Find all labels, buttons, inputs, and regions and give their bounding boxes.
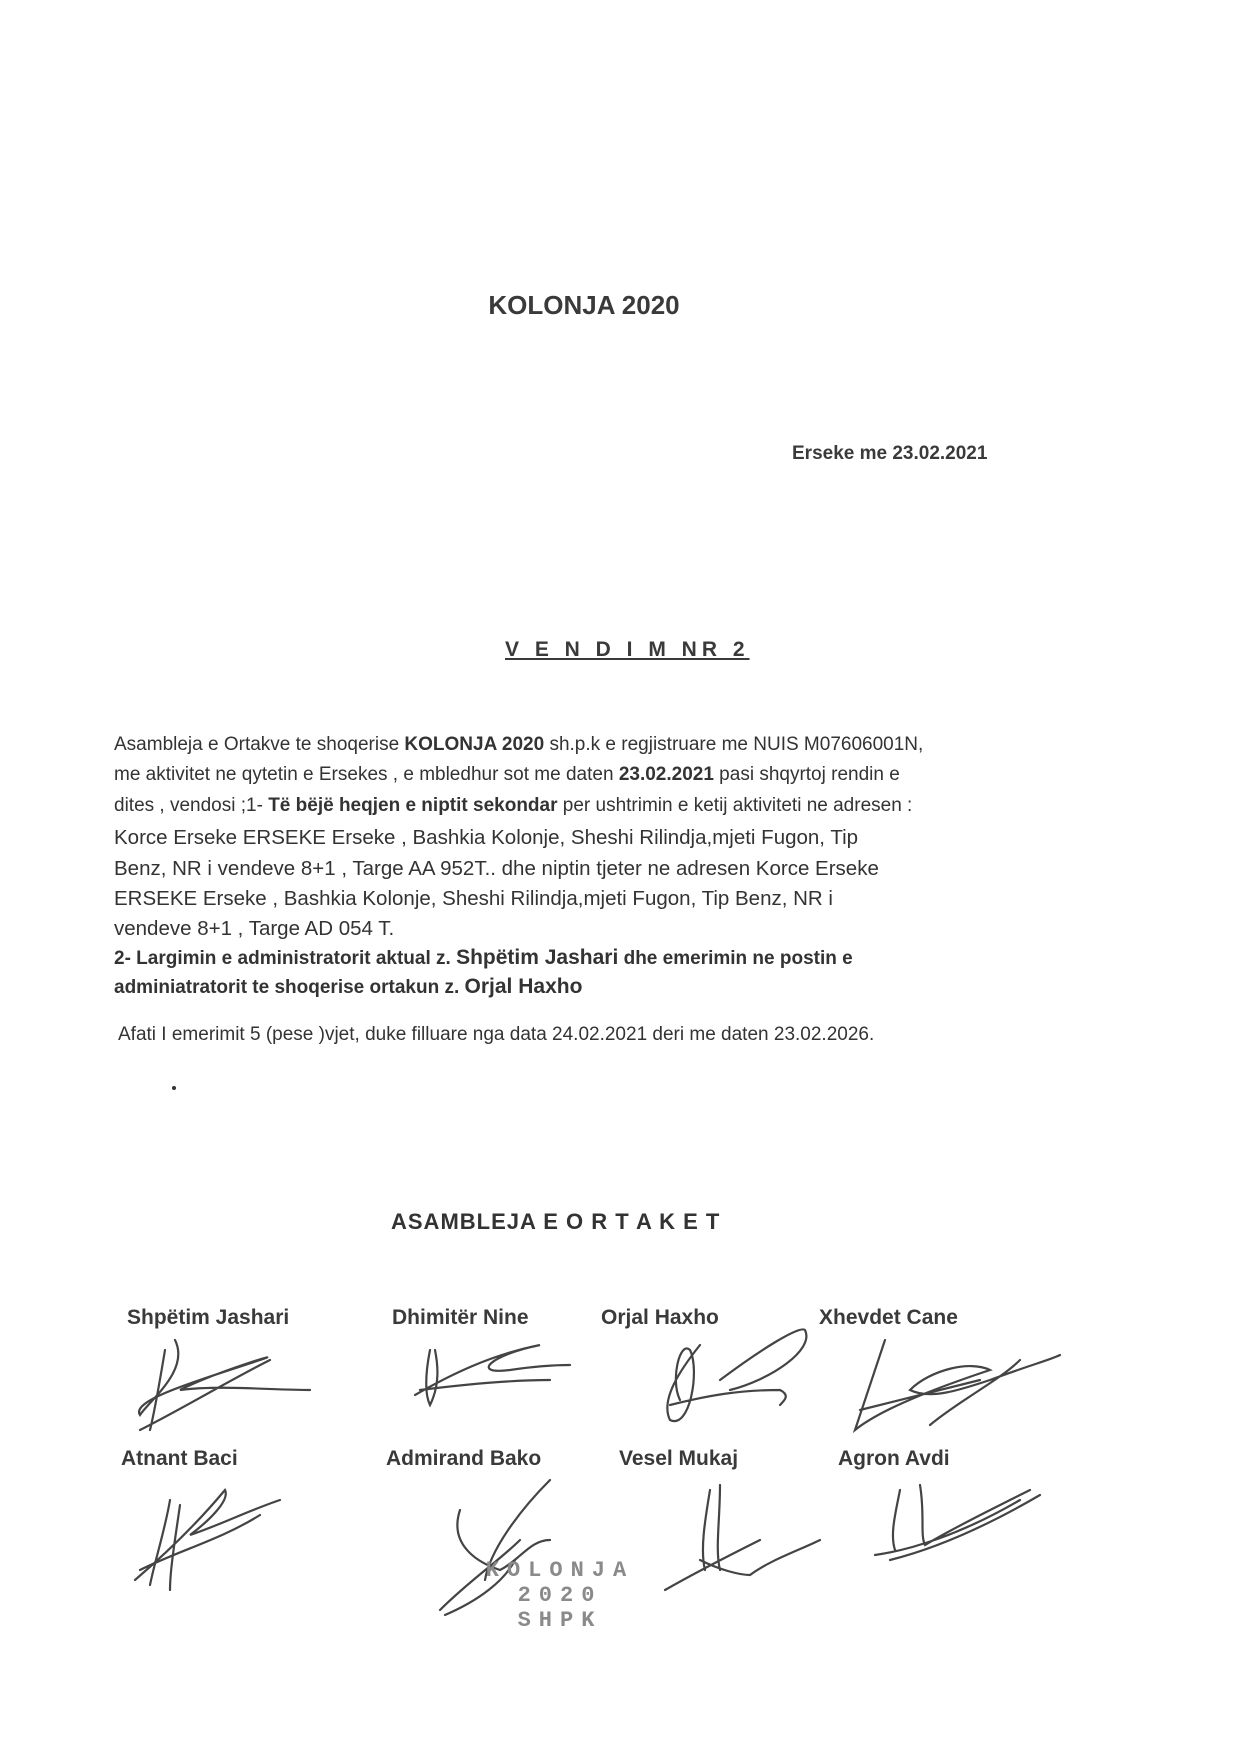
term-line: Afati I emerimit 5 (pese )vjet, duke filluare nga data 24.02.2021 deri me daten 23.02.2026.: [118, 1024, 875, 1045]
decision-title: V E N D I M NR 2: [505, 638, 750, 661]
body-line: ERSEKE Erseke , Bashkia Kolonje, Sheshi Rilindja,mjeti Fugon, Tip Benz, NR i: [114, 887, 833, 910]
body-line: vendeve 8+1 , Targe AD 054 T.: [114, 917, 395, 940]
signature-3: [630, 1310, 830, 1440]
signature-2: [410, 1335, 570, 1415]
body-line: adminiatratorit te shoqerise ortakun z. Orjal Haxho: [114, 975, 583, 998]
signature-7: [660, 1480, 820, 1595]
company-title: KOLONJA 2020: [488, 290, 680, 320]
company-stamp: [470, 1558, 650, 1633]
body-line: 2- Largimin e administratorit aktual z. Shpëtim Jashari dhe emerimin ne postin e: [114, 946, 853, 969]
signer-name: Shpëtim Jashari: [127, 1306, 290, 1329]
signer-name: Vesel Mukaj: [619, 1447, 739, 1470]
scan-speck: [172, 1086, 176, 1090]
signer-name: Atnant Baci: [121, 1447, 238, 1470]
signatures-heading: ASAMBLEJA E O R T A K E T: [391, 1209, 721, 1234]
body-line: Asambleja e Ortakve te shoqerise KOLONJA 2020 sh.p.k e regjistruare me NUIS M07606001N,: [114, 734, 924, 755]
body-line: Benz, NR i vendeve 8+1 , Targe AA 952T.. dhe niptin tjeter ne adresen Korce Erseke: [114, 857, 879, 880]
stamp-line: KOLONJA: [485, 1558, 635, 1583]
signature-4: [850, 1330, 1070, 1440]
signature-5: [130, 1480, 290, 1600]
signer-name: Xhevdet Cane: [819, 1306, 958, 1329]
body-line: me aktivitet ne qytetin e Ersekes , e mbledhur sot me daten 23.02.2021 pasi shqyrtoj rendin e: [114, 764, 900, 785]
place-date: Erseke me 23.02.2021: [792, 443, 988, 464]
stamp-line: 2020: [517, 1583, 603, 1608]
signature-8: [870, 1475, 1050, 1570]
signer-name: Dhimitër Nine: [392, 1306, 529, 1329]
signer-name: Agron Avdi: [838, 1447, 950, 1470]
signer-name: Orjal Haxho: [601, 1306, 719, 1329]
body-line: Korce Erseke ERSEKE Erseke , Bashkia Kolonje, Sheshi Rilindja,mjeti Fugon, Tip: [114, 826, 859, 849]
stamp-line: SHPK: [517, 1608, 603, 1633]
signature-1: [120, 1330, 320, 1440]
body-line: dites , vendosi ;1- Të bëjë heqjen e niptit sekondar per ushtrimin e ketij aktiviteti ne adresen :: [114, 795, 913, 816]
signer-name: Admirand Bako: [386, 1447, 542, 1470]
